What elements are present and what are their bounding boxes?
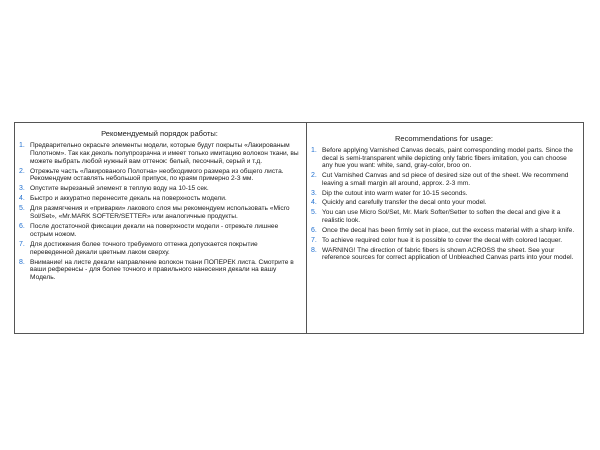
step-item [311, 147, 577, 170]
step-item [19, 259, 300, 282]
step-number: 3. [19, 185, 25, 193]
step-text: Опустите вырезаный элемент в теплую воду на 10-15 сек. [30, 185, 209, 193]
step-text: You can use Micro Sol/Set, Mr. Mark Softer/Setter to soften the decal and give it a realistic look. [322, 209, 561, 224]
step-text: Внимание! на листе декали направление волокон ткани ПОПЕРЕК листа. Смотрите в ваши референсы - для более точного и правильного нанесения декали на вашу Модель. [30, 258, 294, 282]
english-heading: Recommendations for usage: [395, 134, 493, 143]
step-item [311, 199, 577, 207]
step-number: 3. [311, 189, 317, 197]
step-item [19, 195, 300, 203]
step-text: WARNING! The direction of fabric fibers is shown ACROSS the sheet. See your reference sources for correct application of Unbleached Canvas parts into your model. [322, 246, 574, 262]
step-text: To achieve required color hue it is possible to cover the decal with colored lacquer. [322, 236, 563, 244]
step-item [311, 190, 577, 198]
step-item [311, 237, 577, 245]
russian-steps-list [19, 142, 300, 282]
step-item [19, 168, 300, 184]
step-text: Quickly and carefully transfer the decal onto your model. [322, 199, 487, 207]
step-number: 5. [311, 209, 317, 217]
step-text: Предварительно окрасьте элементы модели, которые будут покрыты «Лакированым Полотном». Так как деколь полупрозрачна и имеет только имитацию волокон ткани, вы можете выбрать любой нужный вам оттенок: белый, песочный, серый и т.д. [30, 142, 299, 165]
instructions-sheet [14, 122, 584, 334]
step-number: 2. [19, 167, 25, 175]
step-number: 4. [19, 195, 25, 203]
step-text: Once the decal has been firmly set in place, cut the excess material with a sharp knife. [322, 226, 575, 234]
step-number: 4. [311, 199, 317, 207]
step-text: Before applying Varnished Canvas decals, paint corresponding model parts. Since the decal is semi-transparent while depicting only fabric fibers imitation, you can choose any hue you want: white, sand, gray-color, broo on. [322, 147, 573, 170]
step-item [19, 205, 300, 221]
english-steps-list [311, 147, 577, 262]
step-number: 6. [311, 226, 317, 234]
step-text: Cut Varnished Canvas and sd piece of desired size out of the sheet. We recommend leaving a small margin all around, approx. 2-3 mm. [322, 172, 569, 187]
step-text: Для достижения более точного требуемого оттенка допускается покрытие переведенной декали цветным лаком сверху. [30, 240, 258, 256]
english-column [307, 123, 583, 333]
step-item [311, 172, 577, 187]
step-item [19, 185, 300, 193]
step-number: 8. [311, 246, 317, 254]
step-text: Для размягчения и «приварки» лакового слоя мы рекомендуем использовать «Micro Sol/Set», «Mr.MARK SOFTER/SETTER» или аналогичные продукты. [30, 205, 290, 221]
step-number: 6. [19, 223, 25, 231]
step-text: После достаточной фиксации декали на поверхности модели - отрежьте лишнее острым ножом. [30, 223, 279, 238]
step-number: 7. [19, 240, 25, 248]
step-number: 5. [19, 205, 25, 213]
step-item [19, 241, 300, 257]
step-item [311, 209, 577, 224]
step-item [19, 223, 300, 239]
step-number: 7. [311, 236, 317, 244]
russian-heading: Рекомендуемый порядок работы: [101, 129, 218, 138]
step-number: 8. [19, 258, 25, 266]
step-item [19, 142, 300, 165]
step-text: Быстро и аккуратно перенесите декаль на поверхность модели. [30, 195, 227, 203]
step-text: Отрежьте часть «Лакированого Полотна» необходимого размера из общего листа. Рекомендуем оставлять небольшой припуск, по краям примерно 2-3 мм. [30, 167, 284, 183]
step-number: 2. [311, 172, 317, 180]
step-text: Dip the cutout into warm water for 10-15 seconds. [322, 189, 468, 197]
step-item [311, 247, 577, 262]
step-item [311, 227, 577, 235]
step-number: 1. [19, 142, 25, 149]
russian-column [15, 123, 307, 333]
step-number: 1. [311, 147, 317, 154]
